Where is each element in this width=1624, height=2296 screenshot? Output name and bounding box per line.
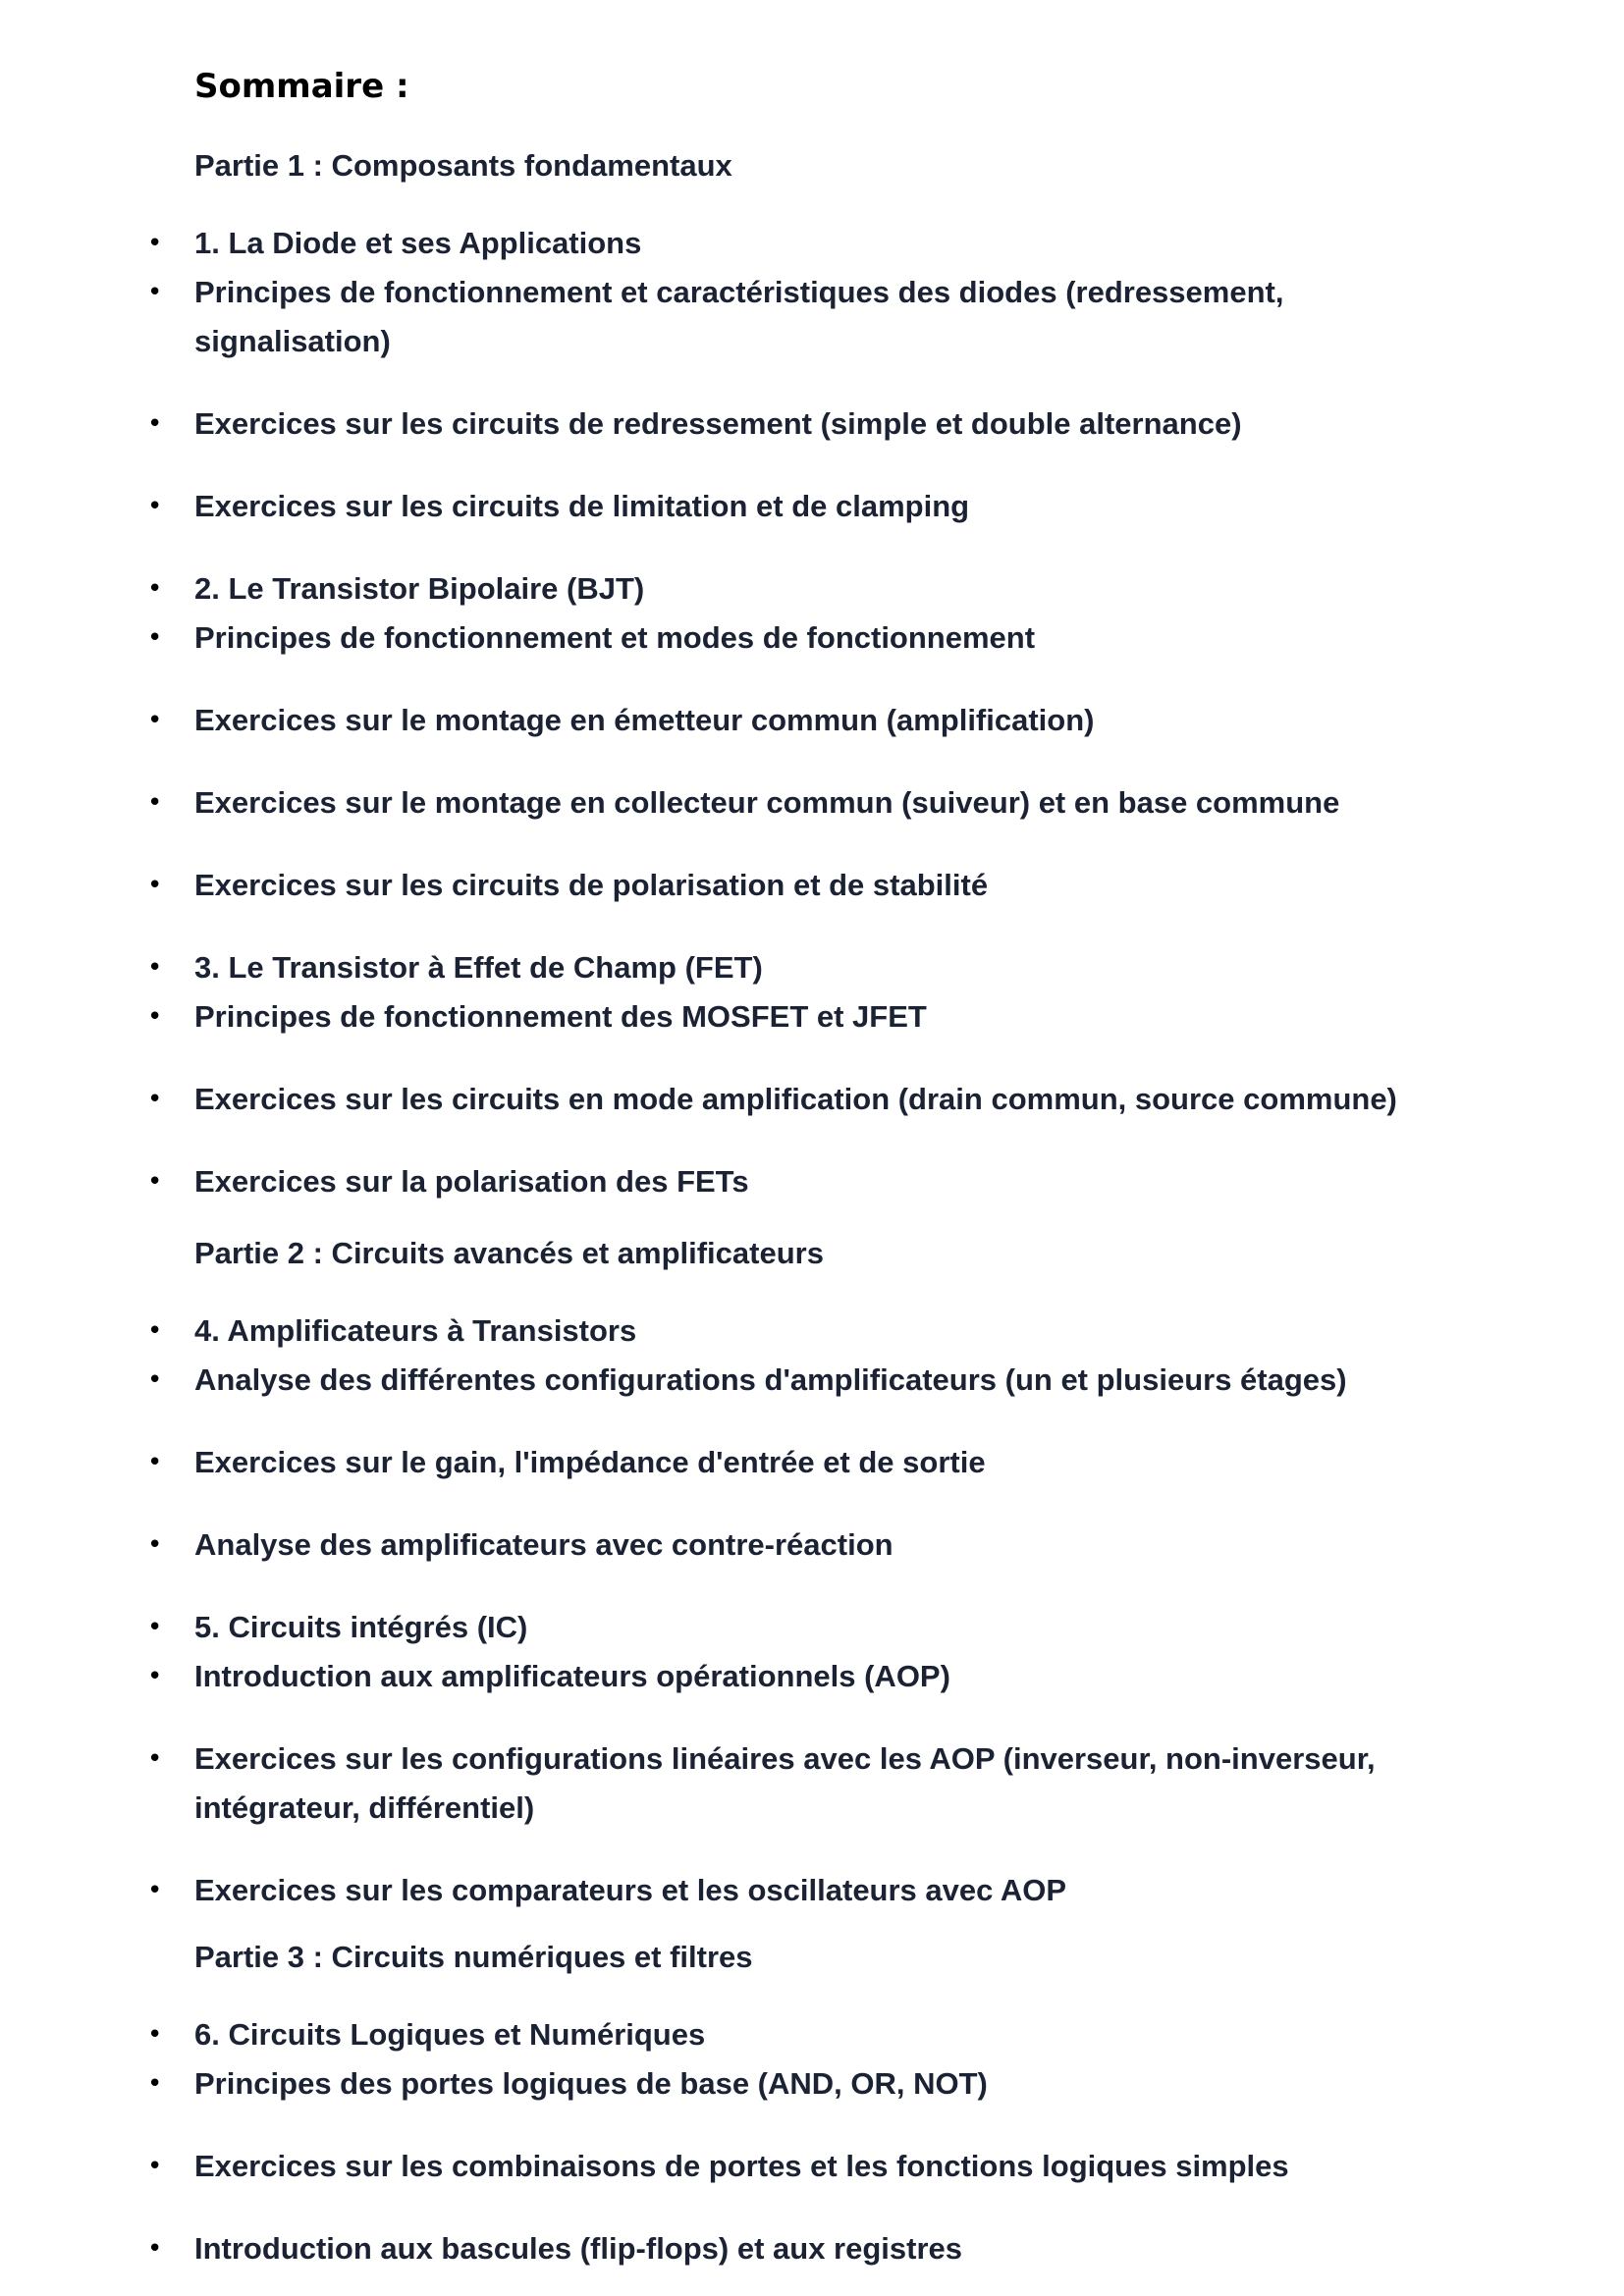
bullet-icon: • bbox=[147, 1530, 163, 1560]
list-item: • Introduction aux amplificateurs opérationnels (AOP) bbox=[194, 1652, 1471, 1701]
list-item: • Exercices sur les configurations linéaires avec les AOP (inverseur, non-inverseur, intégrateur, différentiel) bbox=[194, 1735, 1422, 1833]
bullet-icon: • bbox=[147, 1662, 163, 1691]
bullet-icon: • bbox=[147, 229, 163, 258]
list-item: • 4. Amplificateurs à Transistors bbox=[194, 1307, 1471, 1356]
list-item: • Principes de fonctionnement et modes de fonctionnement bbox=[194, 614, 1471, 663]
list-item: • Principes des portes logiques de base (AND, OR, NOT) bbox=[194, 2059, 1471, 2109]
part-heading: Partie 3 : Circuits numériques et filtres bbox=[194, 1940, 753, 1974]
bullet-icon: • bbox=[147, 1448, 163, 1477]
bullet-icon: • bbox=[147, 1744, 163, 1774]
list-item: • Introduction aux bascules (flip-flops) et aux registres bbox=[194, 2224, 1471, 2273]
list-item: • 6. Circuits Logiques et Numériques bbox=[194, 2010, 1471, 2059]
list-item: • Exercices sur les circuits de polarisation et de stabilité bbox=[194, 861, 1471, 910]
list-item: • Exercices sur le gain, l'impédance d'entrée et de sortie bbox=[194, 1438, 1471, 1487]
list-item: • Exercices sur les circuits en mode amplification (drain commun, source commune) bbox=[194, 1075, 1471, 1124]
list-item: • 5. Circuits intégrés (IC) bbox=[194, 1603, 1471, 1652]
bullet-icon: • bbox=[147, 2234, 163, 2264]
list-item: • Analyse des différentes configurations d'amplificateurs (un et plusieurs étages) bbox=[194, 1356, 1471, 1405]
bullet-icon: • bbox=[147, 1613, 163, 1642]
bullet-icon: • bbox=[147, 1002, 163, 1032]
part-heading: Partie 2 : Circuits avancés et amplificateurs bbox=[194, 1236, 824, 1270]
bullet-icon: • bbox=[147, 706, 163, 735]
list-item: • Exercices sur le montage en collecteur commun (suiveur) et en base commune bbox=[194, 778, 1471, 828]
bullet-icon: • bbox=[147, 1085, 163, 1114]
list-item: • 1. La Diode et ses Applications bbox=[194, 219, 1471, 268]
bullet-icon: • bbox=[147, 1876, 163, 1905]
bullet-icon: • bbox=[147, 278, 163, 307]
list-item: • Analyse des amplificateurs avec contre-réaction bbox=[194, 1521, 1471, 1570]
bullet-icon: • bbox=[147, 2069, 163, 2099]
bullet-icon: • bbox=[147, 574, 163, 604]
bullet-icon: • bbox=[147, 1365, 163, 1395]
list-item: • 3. Le Transistor à Effet de Champ (FET) bbox=[194, 943, 1471, 992]
list-item: • Principes de fonctionnement et caractéristiques des diodes (redressement, signalisation) bbox=[194, 268, 1324, 366]
list-item: • Exercices sur les circuits de limitation et de clamping bbox=[194, 482, 1471, 531]
list-item: • Exercices sur les circuits de redressement (simple et double alternance) bbox=[194, 400, 1471, 449]
bullet-icon: • bbox=[147, 1316, 163, 1346]
bullet-icon: • bbox=[147, 871, 163, 900]
part-heading: Partie 1 : Composants fondamentaux bbox=[194, 148, 732, 183]
list-item: • Principes de fonctionnement des MOSFET et JFET bbox=[194, 992, 1471, 1041]
list-item: • Exercices sur la polarisation des FETs bbox=[194, 1157, 1471, 1206]
bullet-icon: • bbox=[147, 788, 163, 818]
bullet-icon: • bbox=[147, 623, 163, 653]
bullet-icon: • bbox=[147, 1167, 163, 1197]
bullet-icon: • bbox=[147, 953, 163, 983]
bullet-icon: • bbox=[147, 2020, 163, 2050]
bullet-icon: • bbox=[147, 409, 163, 439]
list-item: • Exercices sur le montage en émetteur commun (amplification) bbox=[194, 696, 1471, 745]
bullet-icon: • bbox=[147, 492, 163, 521]
list-item: • Exercices sur les comparateurs et les oscillateurs avec AOP bbox=[194, 1866, 1471, 1915]
list-item: • Exercices sur les combinaisons de portes et les fonctions logiques simples bbox=[194, 2142, 1471, 2191]
page-title: Sommaire : bbox=[194, 67, 409, 106]
bullet-icon: • bbox=[147, 2152, 163, 2181]
list-item: • 2. Le Transistor Bipolaire (BJT) bbox=[194, 564, 1471, 614]
